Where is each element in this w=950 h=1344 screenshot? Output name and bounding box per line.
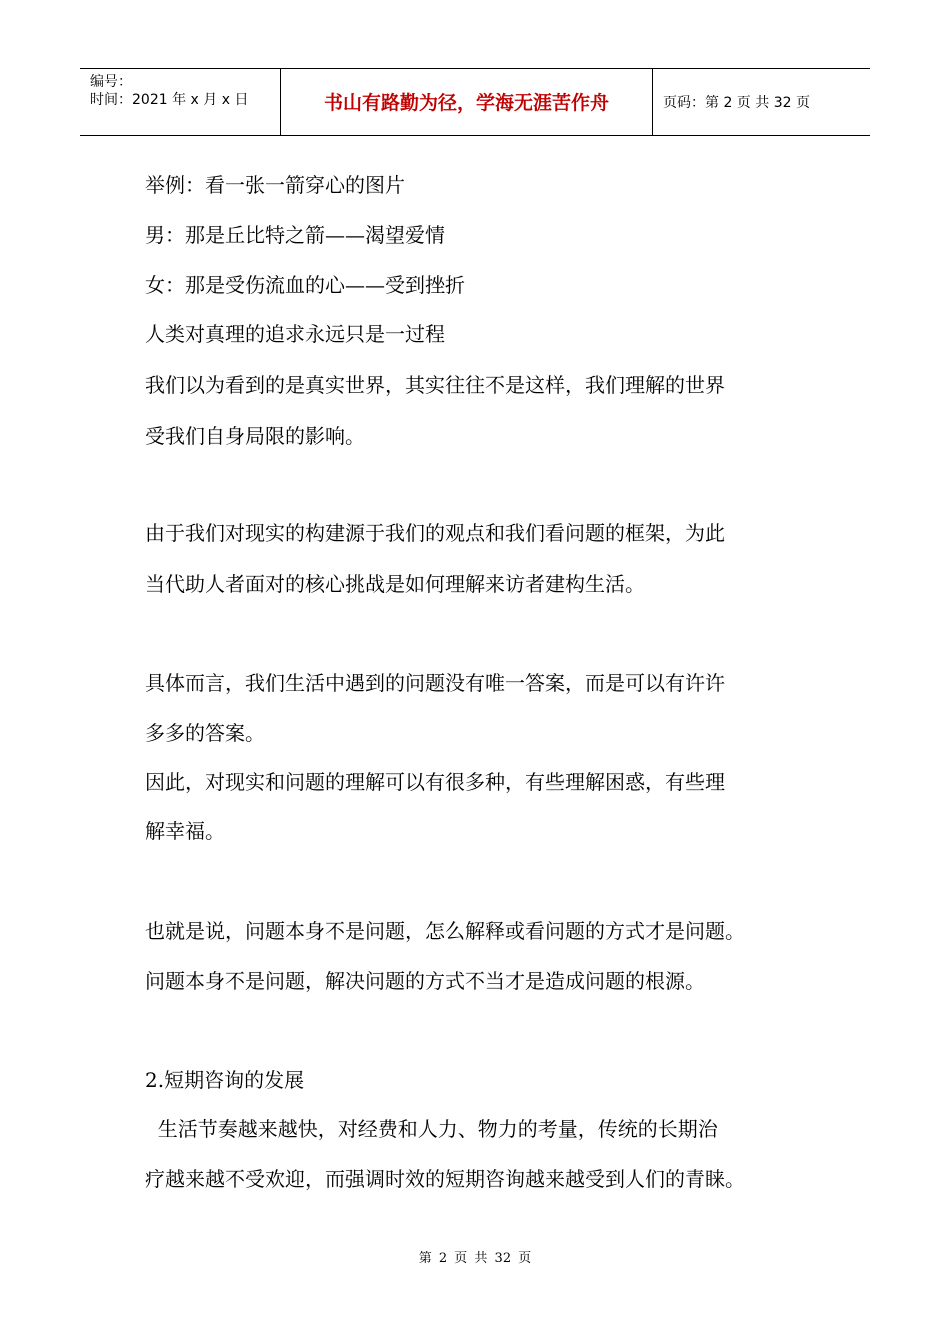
text-line: 也就是说，问题本身不是问题，怎么解释或看问题的方式才是问题。 xyxy=(145,919,745,943)
text-line: 具体而言，我们生活中遇到的问题没有唯一答案，而是可以有许许 xyxy=(145,671,725,695)
text-line: 多多的答案。 xyxy=(145,721,265,745)
text-line: 男：那是丘比特之箭——渴望爱情 xyxy=(145,223,445,247)
text-line: 举例：看一张一箭穿心的图片 xyxy=(145,173,405,197)
document-number-label: 编号： xyxy=(90,74,132,90)
page-header xyxy=(80,68,870,136)
text-line: 生活节奏越来越快，对经费和人力、物力的考量，传统的长期治 xyxy=(145,1117,718,1141)
text-line: 疗越来越不受欢迎，而强调时效的短期咨询越来越受到人们的青睐。 xyxy=(145,1167,745,1191)
text-line: 我们以为看到的是真实世界，其实往往不是这样，我们理解的世界 xyxy=(145,373,725,397)
text-line: 问题本身不是问题，解决问题的方式不当才是造成问题的根源。 xyxy=(145,969,705,993)
text-line: 女：那是受伤流血的心——受到挫折 xyxy=(145,273,465,297)
text-line: 当代助人者面对的核心挑战是如何理解来访者建构生活。 xyxy=(145,572,645,596)
document-date-label: 时间：2021 年 x 月 x 日 xyxy=(90,92,249,108)
text-line: 解幸福。 xyxy=(145,819,225,843)
header-page-info: 页码：第 2 页 共 32 页 xyxy=(663,95,810,111)
text-line: 由于我们对现实的构建源于我们的观点和我们看问题的框架，为此 xyxy=(145,521,725,545)
page-footer: 第 2 页 共 32 页 xyxy=(418,1251,532,1266)
text-line: 因此，对现实和问题的理解可以有很多种，有些理解困惑，有些理 xyxy=(145,770,725,794)
header-meta-cell xyxy=(80,69,281,135)
text-line: 受我们自身局限的影响。 xyxy=(145,424,365,448)
section-heading: 2.短期咨询的发展 xyxy=(145,1068,305,1092)
header-motto: 书山有路勤为径，学海无涯苦作舟 xyxy=(281,69,653,135)
text-line: 人类对真理的追求永远只是一过程 xyxy=(145,322,445,346)
